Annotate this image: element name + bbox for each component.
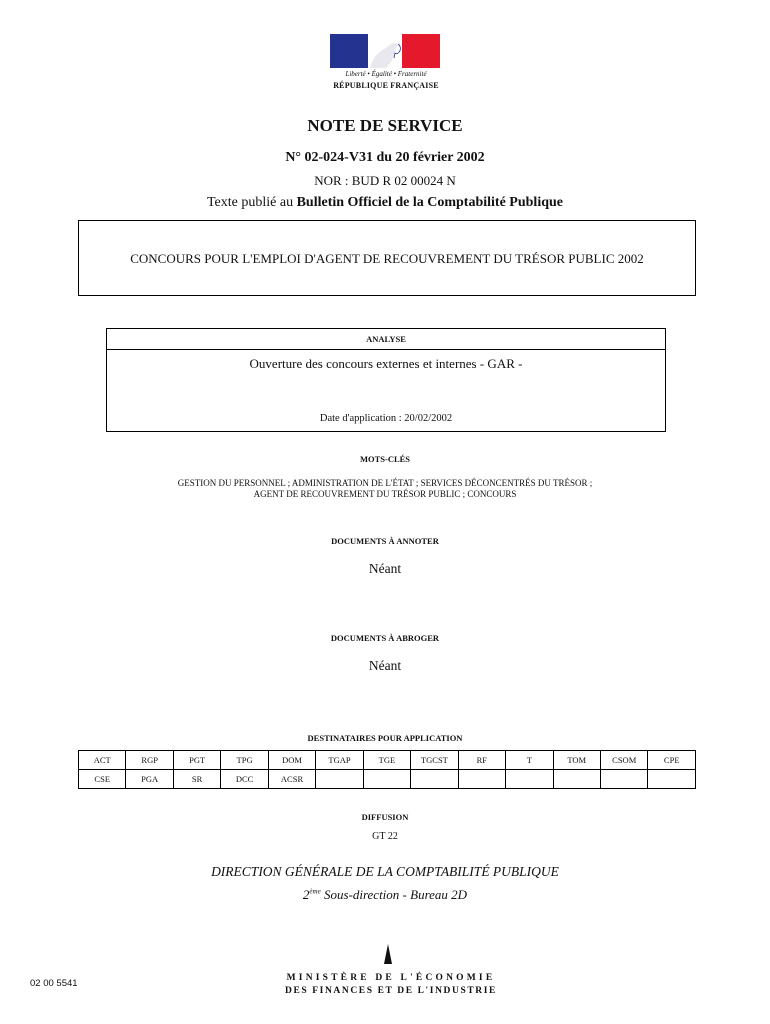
bureau-number: 2	[302, 887, 310, 902]
table-cell: TGE	[363, 751, 410, 770]
logo-motto: Liberté • Égalité • Fraternité	[345, 70, 427, 78]
table-cell: DOM	[268, 751, 315, 770]
table-cell: TGAP	[316, 751, 363, 770]
subject-box	[78, 220, 696, 296]
subject-text: CONCOURS POUR L'EMPLOI D'AGENT DE RECOUVREMENT DU TRÉSOR PUBLIC 2002	[130, 251, 644, 266]
annoter-label: DOCUMENTS À ANNOTER	[331, 536, 439, 546]
analyse-label: ANALYSE	[107, 329, 665, 350]
ministry-logo	[282, 944, 500, 998]
table-cell: ACSR	[268, 770, 315, 789]
publication-bulletin: Bulletin Officiel de la Comptabilité Publique	[296, 195, 563, 210]
abroger-label: DOCUMENTS À ABROGER	[330, 633, 440, 643]
annoter-value: Néant	[368, 561, 402, 576]
table-cell: RF	[458, 751, 505, 770]
destinataires-label: DESTINATAIRES POUR APPLICATION	[307, 733, 463, 743]
publication-prefix: Texte publié au	[206, 195, 297, 210]
marianne-flag-icon	[330, 34, 440, 68]
table-row	[79, 770, 696, 789]
bureau-line	[0, 887, 770, 903]
analyse-text: Ouverture des concours externes et internes - GAR -	[249, 356, 523, 371]
table-cell: TPG	[221, 751, 268, 770]
destinataires-table	[78, 750, 696, 789]
ministry-triangle-icon	[384, 944, 392, 964]
application-date: Date d'application : 20/02/2002	[319, 413, 453, 424]
table-cell	[553, 770, 600, 789]
table-cell	[316, 770, 363, 789]
keywords-line-2: AGENT DE RECOUVREMENT DU TRÉSOR PUBLIC ; CONCOURS	[253, 489, 517, 499]
table-cell: CSOM	[600, 751, 647, 770]
ministry-line-2: DES FINANCES ET DE L'INDUSTRIE	[284, 986, 497, 996]
table-cell	[600, 770, 647, 789]
table-row	[79, 751, 696, 770]
logo-country-name: RÉPUBLIQUE FRANÇAISE	[333, 81, 439, 90]
direction-name: DIRECTION GÉNÉRALE DE LA COMPTABILITÉ PUBLIQUE	[211, 864, 559, 879]
note-number: N° 02-024-V31 du 20 février 2002	[285, 150, 485, 165]
table-cell	[458, 770, 505, 789]
bureau-superscript: ème	[309, 887, 321, 896]
diffusion-value: GT 22	[372, 831, 398, 842]
table-cell	[506, 770, 553, 789]
page-title: NOTE DE SERVICE	[307, 116, 463, 135]
ministry-line-1: MINISTÈRE DE L'ÉCONOMIE	[286, 973, 496, 983]
table-cell: TOM	[553, 751, 600, 770]
table-cell	[411, 770, 458, 789]
table-cell: ACT	[79, 751, 126, 770]
abroger-value: Néant	[368, 658, 402, 673]
table-cell: DCC	[221, 770, 268, 789]
table-cell: PGA	[126, 770, 173, 789]
republique-francaise-logo	[330, 34, 442, 96]
document-reference: 02 00 5541	[30, 978, 78, 989]
table-cell: T	[506, 751, 553, 770]
publication-line	[0, 195, 770, 211]
table-cell: PGT	[173, 751, 220, 770]
diffusion-label: DIFFUSION	[361, 812, 409, 822]
table-cell: RGP	[126, 751, 173, 770]
bureau-text: Sous-direction - Bureau 2D	[320, 887, 468, 902]
table-cell: TGCST	[411, 751, 458, 770]
table-cell: CSE	[79, 770, 126, 789]
table-cell: CPE	[648, 751, 696, 770]
nor-reference: NOR : BUD R 02 00024 N	[314, 173, 456, 188]
analyse-box	[106, 328, 666, 432]
keywords-line-1: GESTION DU PERSONNEL ; ADMINISTRATION DE L'ÉTAT ; SERVICES DÉCONCENTRÉS DU TRÉSOR ;	[177, 478, 593, 488]
table-cell	[363, 770, 410, 789]
keywords-label: MOTS-CLÉS	[359, 454, 411, 464]
table-cell	[648, 770, 696, 789]
table-cell: SR	[173, 770, 220, 789]
